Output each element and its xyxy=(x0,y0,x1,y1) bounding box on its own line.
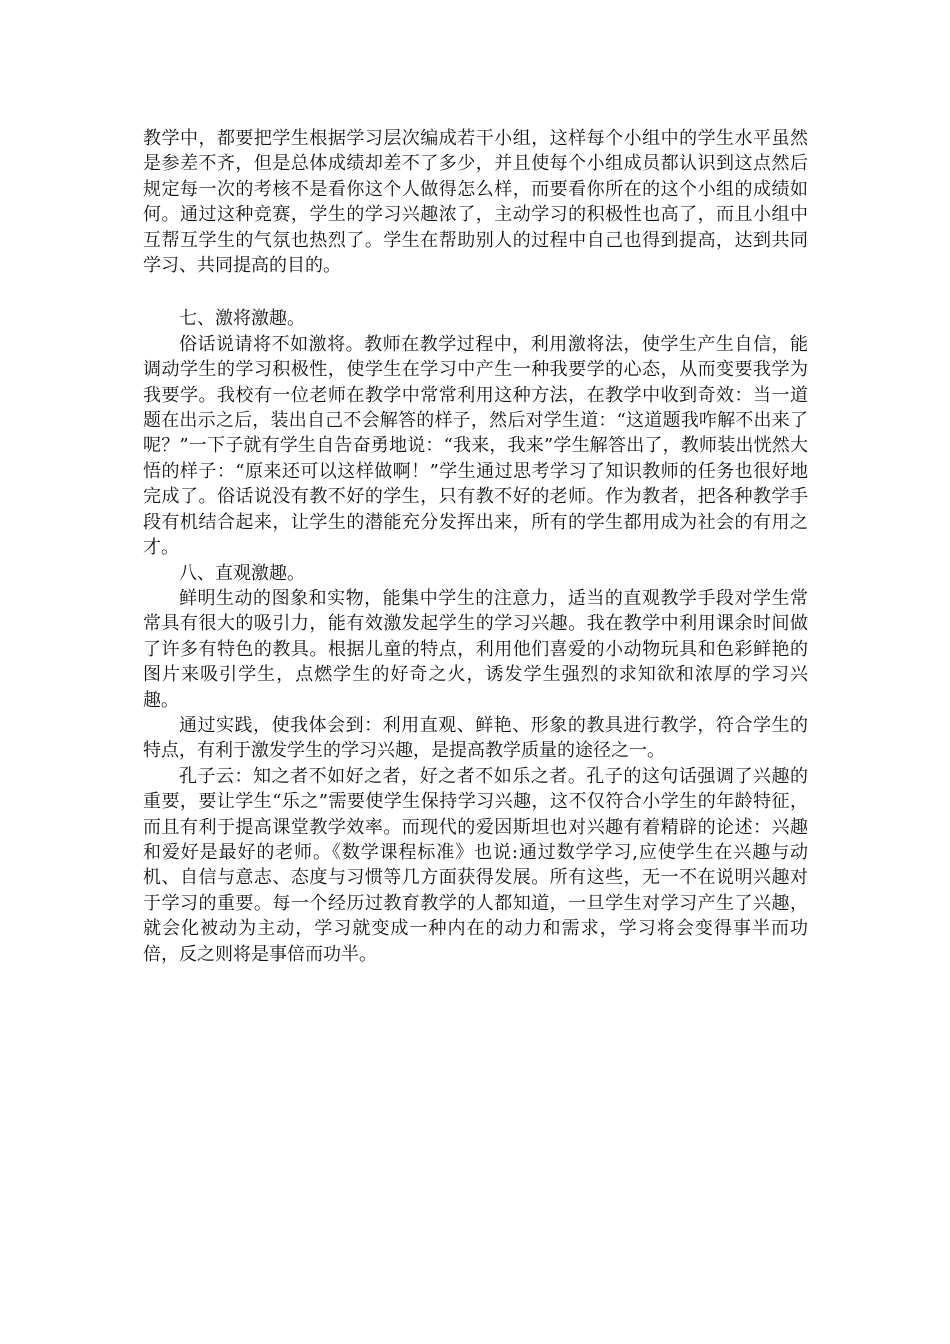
document-body xyxy=(143,126,808,967)
section-gap xyxy=(143,278,808,306)
section-heading-7: 七、激将激趣。 xyxy=(179,308,305,330)
section-7-paragraph: 俗话说请将不如激将。教师在教学过程中，利用激将法，使学生产生自信，能调动学生的学习积极性，使学生在学习中产生一种我要学的心态，从而变要我学为我要学。我校有一位老师在教学中常常利用这种方法，在教学中收到奇效：当一道题在出示之后，装出自己不会解答的样子，然后对学生道：“这道题我咋解不出来了呢？”一下子就有学生自告奋勇地说：“我来，我来”学生解答出了，教师装出恍然大悟的样子：“原来还可以这样做啊！”学生通过思考学习了知识教师的任务也很好地完成了。俗话说没有教不好的学生，只有教不好的老师。作为教者，把各种教学手段有机结合起来，让学生的潜能充分发挥出来，所有的学生都用成为社会的有用之才。 xyxy=(143,333,808,559)
conclusion-paragraph: 孔子云：知之者不如好之者，好之者不如乐之者。孔子的这句话强调了兴趣的重要，要让学生“乐之”需要使学生保持学习兴趣，这不仅符合小学生的年龄特征，而且有利于提高课堂教学效率。而现代的爱因斯坦也对兴趣有着精辟的论述：兴趣和爱好是最好的老师。《数学课程标准》也说:通过数学学习,应使学生在兴趣与动机、自信与意志、态度与习惯等几方面获得发展。所有这些，无一不在说明兴趣对于学习的重要。每一个经历过教育教学的人都知道，一旦学生对学习产生了兴趣，就会化被动为主动，学习就变成一种内在的动力和需求，学习将会变得事半而功倍，反之则将是事倍而功半。 xyxy=(143,765,808,965)
section-8-paragraph-2: 通过实践，使我体会到：利用直观、鲜艳、形象的教具进行教学，符合学生的特点，有利于激发学生的学习兴趣，是提高教学质量的途径之一。 xyxy=(143,714,808,762)
section-heading-8: 八、直观激趣。 xyxy=(179,562,305,584)
intro-paragraph: 教学中，都要把学生根据学习层次编成若干小组，这样每个小组中的学生水平虽然是参差不齐，但是总体成绩却差不了多少，并且使每个小组成员都认识到这点然后规定每一次的考核不是看你这个人做得怎么样，而要看你所在的这个小组的成绩如何。通过这种竞赛，学生的学习兴趣浓了，主动学习的积极性也高了，而且小组中互帮互学生的气氛也热烈了。学生在帮助别人的过程中自己也得到提高，达到共同学习、共同提高的目的。 xyxy=(143,128,808,277)
section-8-paragraph-1: 鲜明生动的图象和实物，能集中学生的注意力，适当的直观教学手段对学生常常具有很大的吸引力，能有效激发起学生的学习兴趣。我在教学中利用课余时间做了许多有特色的教具。根据儿童的特点，利用他们喜爱的小动物玩具和色彩鲜艳的图片来吸引学生，点燃学生的好奇之火，诱发学生强烈的求知欲和浓厚的学习兴趣。 xyxy=(143,587,808,711)
